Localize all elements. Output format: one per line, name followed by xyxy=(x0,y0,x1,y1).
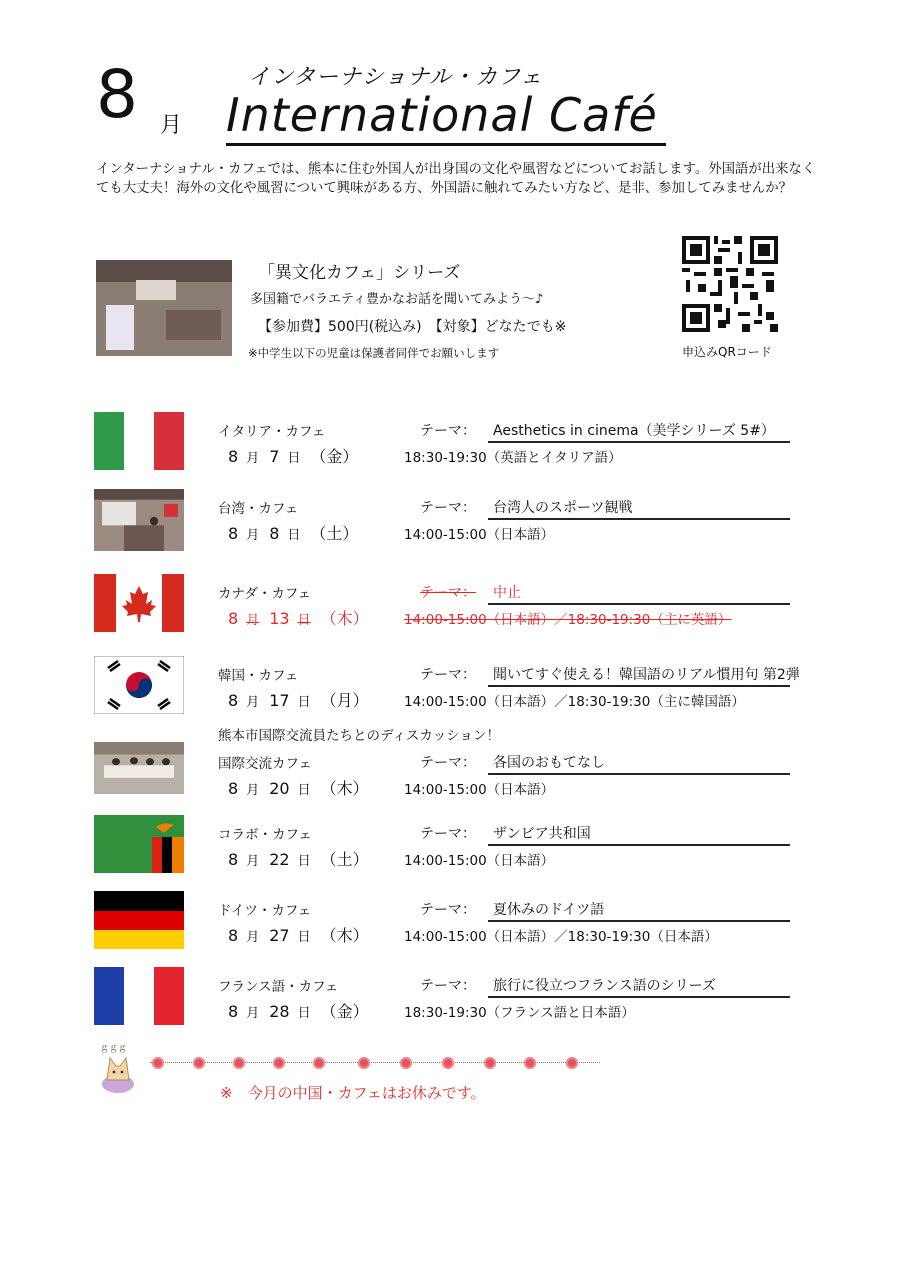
date-day-unit: 日 xyxy=(297,783,311,798)
date-day-unit: 日 xyxy=(297,930,311,945)
event-theme: ザンビア共和国 xyxy=(493,826,591,842)
date-month-unit: 月 xyxy=(246,613,260,628)
event-theme: Aesthetics in cinema（美学シリーズ 5#） xyxy=(493,423,775,439)
date-day: 20 xyxy=(269,779,290,798)
date-day: 8 xyxy=(269,524,280,543)
canada-flag-icon xyxy=(94,574,184,636)
theme-label: テーマ： xyxy=(420,667,476,683)
event-date xyxy=(228,606,369,629)
cafe-name: イタリア・カフェ xyxy=(218,424,326,440)
date-month-unit: 月 xyxy=(246,854,260,869)
month-number: 8 xyxy=(96,56,138,133)
date-weekday: （土） xyxy=(320,850,369,869)
taiwan-photo xyxy=(94,489,184,555)
date-month: 8 xyxy=(228,926,239,945)
italy-flag-icon xyxy=(94,412,184,474)
flower-icon xyxy=(233,1057,245,1069)
date-day: 17 xyxy=(269,691,290,710)
cafe-name: 台湾・カフェ xyxy=(218,501,299,517)
cafe-name: フランス語・カフェ xyxy=(218,979,339,995)
event-date xyxy=(228,444,358,467)
date-weekday: （木） xyxy=(320,779,369,798)
theme-underline xyxy=(488,685,790,687)
date-weekday: （月） xyxy=(320,691,369,710)
event-theme: 旅行に役立つフランス語のシリーズ xyxy=(493,978,716,994)
title-kana: インターナショナル・カフェ xyxy=(248,65,544,90)
date-month: 8 xyxy=(228,850,239,869)
event-time: 14:00-15:00（日本語） xyxy=(404,527,555,543)
series-subtitle: 多国籍でバラエティ豊かなお話を聞いてみよう～♪ xyxy=(250,292,544,307)
event-time: 14:00-15:00（日本語）／18:30-19:30（日本語） xyxy=(404,929,718,945)
event-time: 14:00-15:00（日本語）／18:30-19:30（主に英語） xyxy=(404,612,732,628)
date-weekday: （木） xyxy=(320,609,369,628)
title-underline xyxy=(226,143,666,146)
exchange-photo xyxy=(94,742,184,798)
event-date xyxy=(228,923,369,946)
date-month-unit: 月 xyxy=(246,783,260,798)
event-date xyxy=(228,521,358,544)
date-weekday: （土） xyxy=(310,524,359,543)
theme-label: テーマ： xyxy=(420,826,476,842)
date-day-unit: 日 xyxy=(297,1006,311,1021)
theme-underline xyxy=(488,518,790,520)
date-day-unit: 日 xyxy=(287,451,301,466)
cafe-event-photo xyxy=(96,260,232,356)
date-month: 8 xyxy=(228,691,239,710)
intro-text: インターナショナル・カフェでは、熊本に住む外国人が出身国の文化や風習などについてお話します。外国語が出来なくても大丈夫！海外の文化や風習について興味がある方、外国語に触れてみたい方など、是非、参加してみませんか？ xyxy=(96,162,816,196)
cat-mascot-icon xyxy=(98,1040,138,1096)
event-date xyxy=(228,776,369,799)
svg-text:ｇｇｇ: ｇｇｇ xyxy=(100,1043,128,1053)
cafe-name: 韓国・カフェ xyxy=(218,668,299,684)
event-time: 18:30-19:30（フランス語と日本語） xyxy=(404,1005,635,1021)
event-time: 14:00-15:00（日本語） xyxy=(404,782,555,798)
event-theme: 中止 xyxy=(493,585,521,601)
date-day-unit: 日 xyxy=(297,613,311,628)
event-theme: 各国のおもてなし xyxy=(493,755,605,771)
theme-label: テーマ： xyxy=(420,902,476,918)
flower-icon xyxy=(193,1057,205,1069)
date-month: 8 xyxy=(228,779,239,798)
date-day: 7 xyxy=(269,447,280,466)
date-day-unit: 日 xyxy=(297,695,311,710)
theme-label: テーマ： xyxy=(420,755,476,771)
theme-underline xyxy=(488,603,790,605)
date-month-unit: 月 xyxy=(246,451,260,466)
cafe-name: コラボ・カフェ xyxy=(218,827,312,843)
theme-underline xyxy=(488,996,790,998)
event-date xyxy=(228,688,369,711)
flower-icon xyxy=(313,1057,325,1069)
france-flag-icon xyxy=(94,967,184,1029)
date-day-unit: 日 xyxy=(287,528,301,543)
series-fee: 【参加費】500円(税込み) 【対象】どなたでも※ xyxy=(258,319,567,335)
month-unit: 月 xyxy=(160,113,183,138)
flower-icon xyxy=(524,1057,536,1069)
theme-label: テーマ： xyxy=(420,978,476,994)
event-theme: 聞いてすぐ使える！韓国語のリアル慣用句 第2弾 xyxy=(493,667,800,683)
cafe-name: ドイツ・カフェ xyxy=(218,903,312,919)
event-extra-note: 熊本市国際交流員たちとのディスカッション！ xyxy=(218,728,501,744)
date-month-unit: 月 xyxy=(246,1006,260,1021)
theme-underline xyxy=(488,773,790,775)
date-day: 27 xyxy=(269,926,290,945)
korea-flag-icon xyxy=(94,656,184,718)
flower-icon xyxy=(358,1057,370,1069)
qr-label: 申込みQRコード xyxy=(682,345,772,359)
cafe-name: カナダ・カフェ xyxy=(218,586,312,602)
theme-underline xyxy=(488,441,790,443)
date-month: 8 xyxy=(228,1002,239,1021)
date-month-unit: 月 xyxy=(246,695,260,710)
flower-icon xyxy=(442,1057,454,1069)
date-month-unit: 月 xyxy=(246,528,260,543)
theme-underline xyxy=(488,920,790,922)
qr-code-icon[interactable] xyxy=(682,236,778,332)
date-day: 28 xyxy=(269,1002,290,1021)
series-note: ※中学生以下の児童は保護者同伴でお願いします xyxy=(248,346,500,360)
event-date xyxy=(228,999,369,1022)
date-month: 8 xyxy=(228,524,239,543)
event-time: 14:00-15:00（日本語）／18:30-19:30（主に韓国語） xyxy=(404,694,745,710)
flower-icon xyxy=(273,1057,285,1069)
date-month: 8 xyxy=(228,609,239,628)
date-day-unit: 日 xyxy=(297,854,311,869)
germany-flag-icon xyxy=(94,891,184,953)
flower-icon xyxy=(400,1057,412,1069)
event-time: 14:00-15:00（日本語） xyxy=(404,853,555,869)
theme-underline xyxy=(488,844,790,846)
closure-notice: ※ 今月の中国・カフェはお休みです。 xyxy=(220,1084,486,1102)
event-time: 18:30-19:30（英語とイタリア語） xyxy=(404,450,622,466)
date-weekday: （木） xyxy=(320,926,369,945)
date-month: 8 xyxy=(228,447,239,466)
flower-icon xyxy=(566,1057,578,1069)
flower-icon xyxy=(484,1057,496,1069)
event-theme: 台湾人のスポーツ観戦 xyxy=(493,500,633,516)
series-title: 「異文化カフェ」シリーズ xyxy=(258,263,461,283)
zambia-flag-icon xyxy=(94,815,184,877)
date-day: 13 xyxy=(269,609,290,628)
date-day: 22 xyxy=(269,850,290,869)
event-date xyxy=(228,847,369,870)
theme-label: テーマ： xyxy=(420,423,476,439)
date-weekday: （金） xyxy=(310,447,359,466)
cafe-name: 国際交流カフェ xyxy=(218,756,312,772)
theme-label: テーマ： xyxy=(420,585,476,601)
event-theme: 夏休みのドイツ語 xyxy=(493,902,605,918)
theme-label: テーマ： xyxy=(420,500,476,516)
page-title: International Café xyxy=(226,88,658,142)
flower-icon xyxy=(152,1057,164,1069)
date-weekday: （金） xyxy=(320,1002,369,1021)
date-month-unit: 月 xyxy=(246,930,260,945)
